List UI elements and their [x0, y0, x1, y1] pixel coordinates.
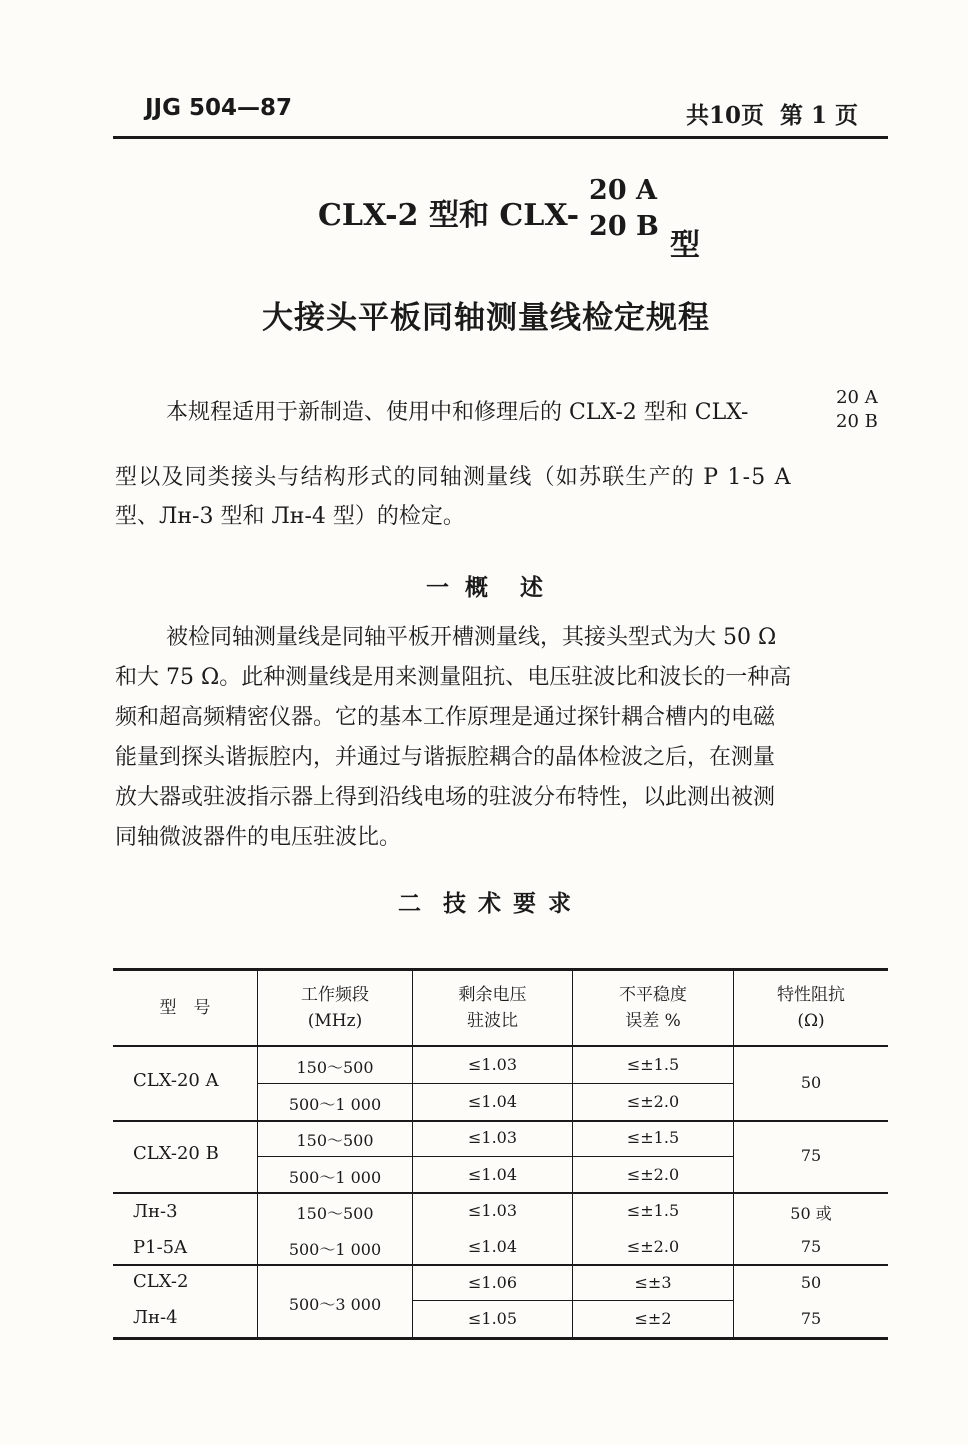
table-cell-model: Лн-3	[133, 1201, 178, 1222]
table-cell-flatness: ≤±2.0	[626, 1237, 680, 1256]
table-cell-model: CLX-20 B	[133, 1143, 219, 1164]
table-row-rule	[413, 1300, 733, 1301]
table-cell-freq: 500～3 000	[288, 1295, 382, 1314]
table-header-line: 误差 %	[625, 1011, 681, 1031]
table-cell-vswr: ≤1.04	[467, 1092, 518, 1111]
table-cell-impedance: 50	[800, 1273, 822, 1292]
table-cell-freq: 500～1 000	[288, 1095, 382, 1114]
intro-line-2: 型以及同类接头与结构形式的同轴测量线（如苏联生产的 P 1-5 A	[115, 465, 792, 490]
section-1-line: 被检同轴测量线是同轴平板开槽测量线，其接头型式为大 50 Ω	[166, 625, 777, 650]
table-header-line: 不平稳度	[619, 985, 687, 1005]
title-frac-top: 20 A	[589, 175, 657, 206]
table-cell-vswr: ≤1.03	[467, 1128, 518, 1147]
table-cell-freq: 150～500	[296, 1058, 374, 1077]
section-1-line: 和大 75 Ω。此种测量线是用来测量阻抗、电压驻波比和波长的一种高	[115, 665, 792, 690]
table-top-rule	[113, 968, 888, 971]
section-1-title: 一 概 述	[426, 574, 544, 601]
section-1-line: 放大器或驻波指示器上得到沿线电场的驻波分布特性，以此测出被测	[115, 785, 776, 810]
page-number: 第 1 页	[780, 102, 859, 129]
document-code: JJG 504—87	[145, 95, 293, 121]
table-header-line: 工作频段	[301, 985, 369, 1005]
table-row-rule	[258, 1156, 733, 1157]
section-1-line: 频和超高频精密仪器。它的基本工作原理是通过探针耦合槽内的电磁	[115, 705, 776, 730]
table-cell-freq: 500～1 000	[288, 1240, 382, 1259]
table-header-line: (MHz)	[307, 1011, 363, 1031]
intro-frac-bottom: 20 B	[836, 411, 878, 432]
table-cell-freq: 150～500	[296, 1131, 374, 1150]
table-cell-model: P1-5A	[133, 1237, 188, 1258]
table-cell-flatness: ≤±1.5	[626, 1055, 680, 1074]
table-cell-flatness: ≤±3	[634, 1273, 672, 1292]
section-1-line: 同轴微波器件的电压驻波比。	[115, 825, 402, 850]
table-cell-model: CLX-2	[133, 1271, 189, 1292]
table-row-rule	[113, 1192, 888, 1194]
header-rule	[113, 136, 888, 139]
table-cell-impedance: 75	[800, 1237, 822, 1256]
table-row-rule	[258, 1083, 733, 1084]
table-cell-flatness: ≤±1.5	[626, 1201, 680, 1220]
table-cell-vswr: ≤1.05	[467, 1309, 518, 1328]
table-cell-freq: 150～500	[296, 1204, 374, 1223]
table-cell-vswr: ≤1.04	[467, 1165, 518, 1184]
table-header-line: 驻波比	[467, 1011, 518, 1031]
table-cell-vswr: ≤1.04	[467, 1237, 518, 1256]
table-header-model: 型 号	[159, 998, 211, 1018]
table-cell-freq: 500～1 000	[288, 1168, 382, 1187]
section-1-line: 能量到探头谐振腔内，并通过与谐振腔耦合的晶体检波之后，在测量	[115, 745, 776, 770]
table-cell-impedance: 50	[800, 1073, 822, 1092]
table-header-vswr	[413, 982, 572, 1034]
table-header-freq	[258, 982, 412, 1034]
title-fraction	[579, 175, 659, 242]
table-row-rule	[113, 1264, 888, 1266]
table-cell-flatness: ≤±1.5	[626, 1128, 680, 1147]
table-row-rule	[113, 1120, 888, 1122]
table-cell-model: CLX-20 A	[133, 1070, 219, 1091]
title-line-2: 大接头平板同轴测量线检定规程	[262, 300, 710, 336]
intro-line-3: 型、Лн-3 型和 Лн-4 型）的检定。	[115, 504, 465, 529]
table-cell-flatness: ≤±2.0	[626, 1092, 680, 1111]
title-prefix: CLX-2 型和 CLX-	[318, 198, 580, 233]
table-header-rule	[113, 1045, 888, 1047]
table-header-flatness	[573, 982, 733, 1034]
table-cell-impedance: 50 或	[790, 1204, 832, 1223]
table-cell-model: Лн-4	[133, 1307, 178, 1328]
page-counter	[686, 97, 866, 130]
section-2-title: 二 技 术 要 求	[398, 890, 574, 917]
table-bottom-rule	[113, 1337, 888, 1340]
table-cell-vswr: ≤1.03	[467, 1055, 518, 1074]
title-line-1	[318, 175, 659, 242]
table-header-line: (Ω)	[797, 1011, 825, 1031]
title-frac-bottom: 20 B	[589, 211, 659, 242]
table-cell-impedance: 75	[800, 1146, 822, 1165]
table-cell-impedance: 75	[800, 1309, 822, 1328]
table-cell-vswr: ≤1.06	[467, 1273, 518, 1292]
table-header-line: 剩余电压	[458, 985, 527, 1005]
intro-line-1: 本规程适用于新制造、使用中和修理后的 CLX-2 型和 CLX-	[166, 400, 749, 425]
table-cell-flatness: ≤±2.0	[626, 1165, 680, 1184]
table-cell-flatness: ≤±2	[634, 1309, 672, 1328]
table-header-impedance	[734, 982, 888, 1034]
intro-frac-top: 20 A	[836, 387, 878, 408]
intro-fraction	[836, 386, 878, 434]
total-pages: 共10页	[686, 102, 765, 129]
table-header-line: 特性阻抗	[777, 985, 845, 1005]
table-cell-vswr: ≤1.03	[467, 1201, 518, 1220]
title-suffix: 型	[670, 228, 700, 263]
